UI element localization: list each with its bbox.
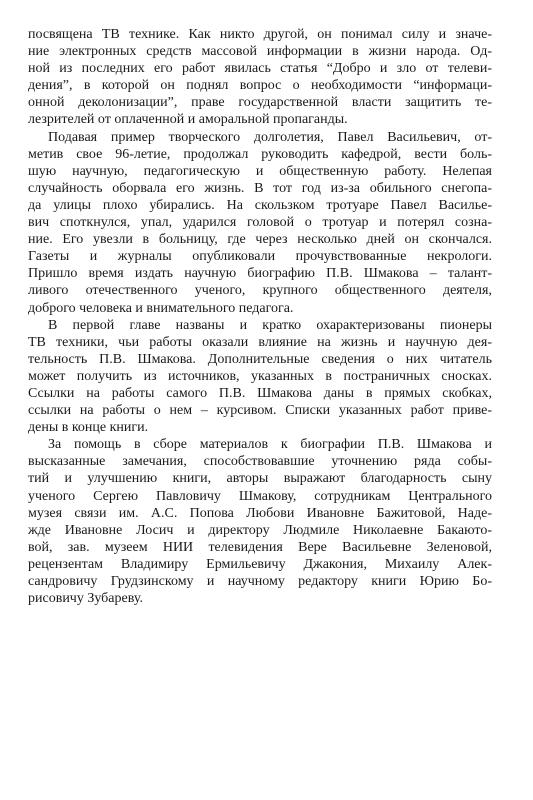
text-line: рецензентам Владимиру Ермильевичу Джакония, Михаилу Алек-: [28, 556, 492, 572]
text-line: случайность оборвала его жизнь. В тот год из-за обильного снегопа-: [28, 180, 492, 196]
text-line: Подавая пример творческого долголетия, Павел Васильевич, от-: [48, 129, 492, 145]
text-line: ученого Сергею Павловичу Шмакову, сотрудникам Центрального: [28, 488, 492, 504]
text-line: онной деколонизации”, праве государственной власти защитить те-: [28, 95, 492, 111]
text-line: ТВ техники, чьи работы оказали влияние на жизнь и научную дея-: [28, 334, 492, 350]
text-line: лезрителей от оплаченной и аморальной пропаганды.: [28, 112, 348, 128]
text-line: тельность П.В. Шмакова. Дополнительные сведения о них читатель: [28, 351, 492, 367]
text-line: Газеты и журналы опубликовали прочувствованные некрологи.: [28, 249, 492, 265]
text-line: может получить из источников, указанных в постраничных сносках.: [28, 368, 492, 384]
text-line: ссылки на работы о нем – курсивом. Списки указанных работ приве-: [28, 403, 492, 419]
text-line: дения”, в которой он поднял вопрос о необходимости “информаци-: [28, 78, 492, 94]
text-line: музея связи им. А.С. Попова Любови Ивановне Бажитовой, Наде-: [28, 505, 492, 521]
text-line: тий и улучшению книги, авторы выражают благодарность сыну: [28, 471, 492, 487]
text-line: рисовичу Зубареву.: [28, 591, 143, 607]
text-line: шую научную, педагогическую и общественную работу. Нелепая: [28, 163, 492, 179]
text-line: вой, зав. музеем НИИ телевидения Вере Васильевне Зеленовой,: [28, 539, 492, 555]
text-line: вич споткнулся, упал, ударился головой о тротуар и потерял созна-: [28, 215, 492, 231]
paragraph-acknowledgements: [28, 436, 492, 607]
text-line: Ссылки на работы самого П.В. Шмакова даны в прямых скобках,: [28, 385, 492, 401]
text-line: жде Ивановне Лосич и директору Людмиле Николаевне Бакаюто-: [28, 522, 492, 538]
paragraph-first-chapter: [28, 317, 492, 437]
text-line: сандровичу Грудзинскому и научному редактору книги Юрию Бо-: [28, 574, 492, 589]
text-line: В первой главе названы и кратко охарактеризованы пионеры: [48, 317, 492, 333]
text-line: метив свое 96-летие, продолжал руководить кафедрой, вести боль-: [28, 146, 492, 162]
book-page-body: [28, 26, 492, 607]
text-line: дены в конце книги.: [28, 420, 149, 436]
text-line: ние электронных средств массовой информации в жизни народа. Од-: [28, 44, 492, 60]
text-line: высказанные замечания, способствовавшие уточнению ряда собы-: [28, 454, 492, 470]
paragraph-tv-technique: [28, 26, 492, 129]
text-line: доброго человека и внимательного педагога.: [28, 300, 294, 316]
text-line: да улицы плохо убирались. На скользком тротуаре Павел Василье-: [28, 197, 492, 213]
paragraph-longevity: [28, 129, 492, 317]
text-line: Пришло время издать научную биографию П.В. Шмакова – талант-: [28, 266, 492, 282]
text-line: посвящена ТВ технике. Как никто другой, он понимал силу и значе-: [28, 27, 492, 42]
text-line: ной из последних его работ явилась статья “Добро и зло от телеви-: [28, 61, 492, 77]
text-line: За помощь в сборе материалов к биографии П.В. Шмакова и: [48, 437, 492, 453]
text-line: ливого отечественного ученого, крупного общественного деятеля,: [28, 283, 492, 299]
text-line: ние. Его увезли в больницу, где через несколько дней он скончался.: [28, 232, 492, 248]
